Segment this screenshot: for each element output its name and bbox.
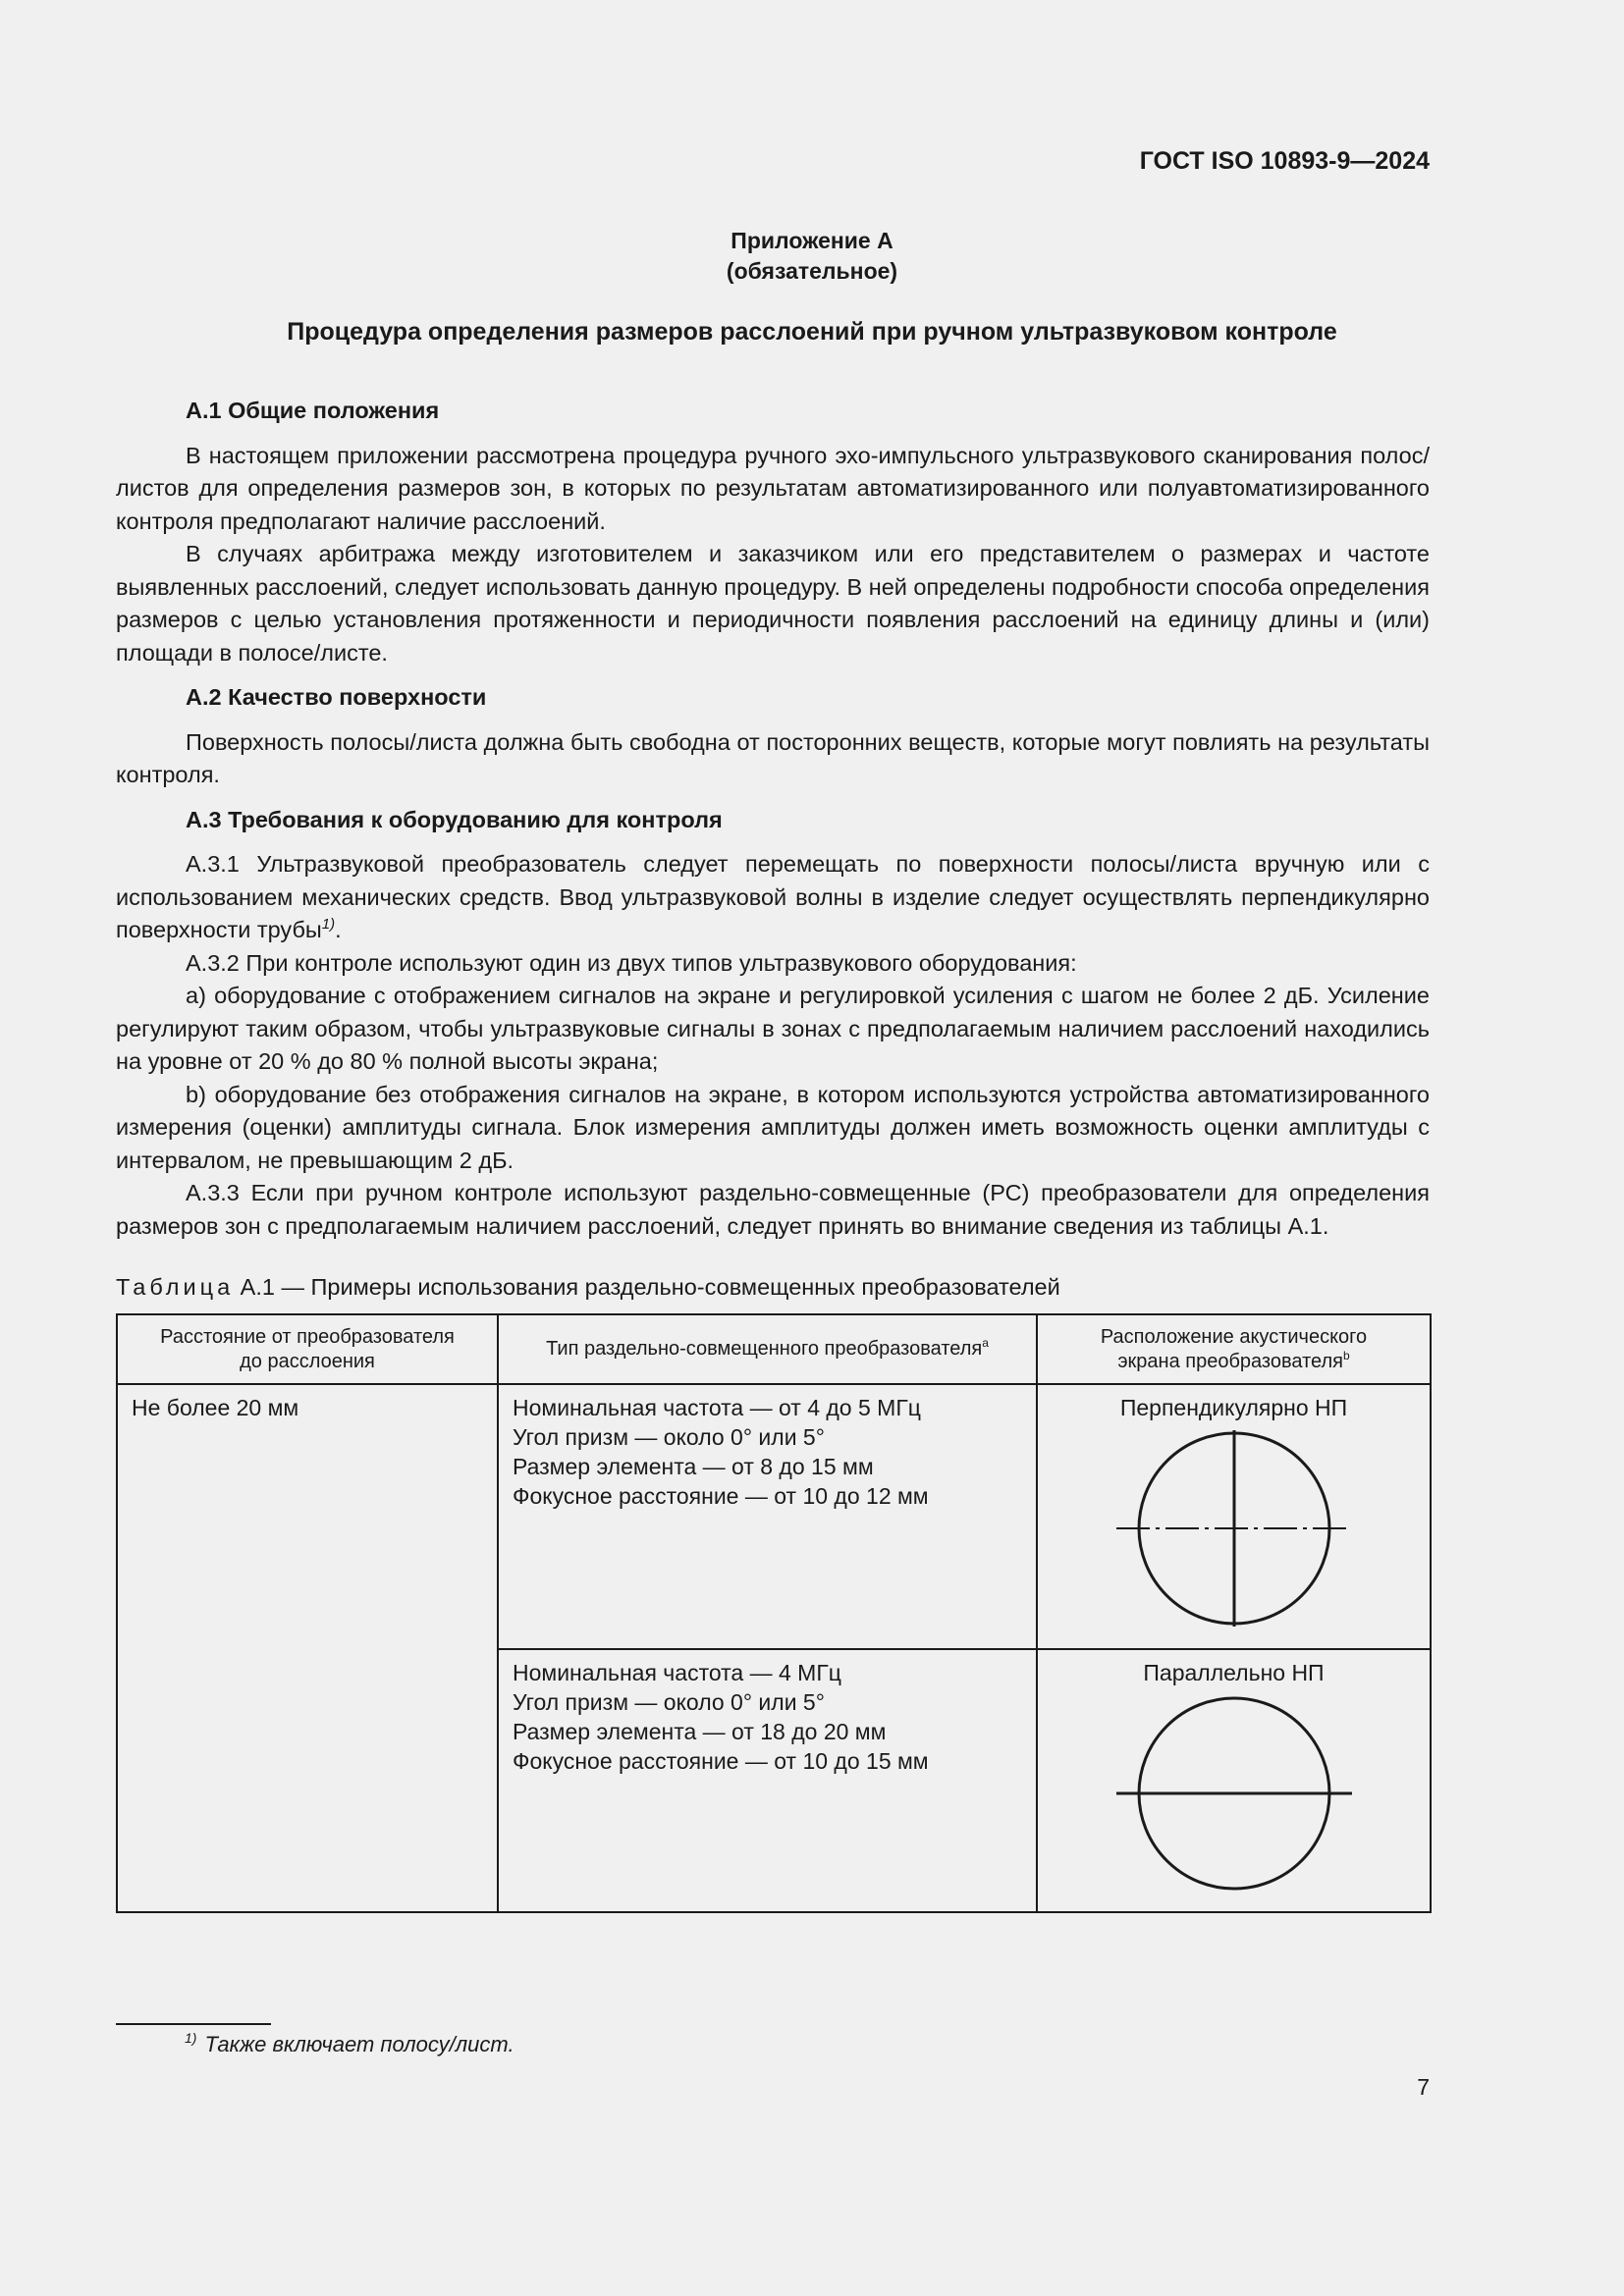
transducer-spec-cell: Номинальная частота — 4 МГц Угол призм — около 0° или 5° Размер элемента — от 18 до 20 мм Фокусное расстояние — от 10 до 15 мм [498,1649,1037,1912]
clause-a31 [116,848,1430,947]
clause-a31-end: . [335,917,342,942]
header-transducer-type: Тип раздельно-совмещенного преобразователя$^a$ [498,1314,1037,1384]
footnote-divider [116,2023,271,2025]
transducer-spec-cell: Номинальная частота — от 4 до 5 МГц Угол призм — около 0° или 5° Размер элемента — от 8 до 15 мм Фокусное расстояние — от 10 до 12 мм [498,1384,1037,1649]
table-caption-text: А.1 — Примеры использования раздельно-совмещенных преобразователей [234,1274,1060,1300]
footnote [185,2032,514,2057]
transducer-table [116,1313,1432,1913]
screen-position-label: Параллельно НП [1143,1660,1325,1685]
annex-title-block [0,226,1624,287]
clause-a33: А.3.3 Если при ручном контроле используют раздельно-совмещенные (РС) преобразователи для определения размеров зон с предполагаемым наличием расслоений, следует принять во внимание сведения из таблицы А.1. [116,1180,1430,1239]
clause-a32-item-b: b) оборудование без отображения сигналов на экране, в котором используются устройства автоматизированного измерения (оценки) амплитуды сигнала. Блок измерения амплитуды должен иметь возможность оценки амплитуды с интервалом, не превышающим 2 дБ. [116,1081,1430,1173]
annex-status: (обязательное) [726,258,898,284]
clause-a32: А.3.2 При контроле используют один из двух типов ультразвукового оборудования: [186,949,1077,976]
clause-a32-item-a: a) оборудование с отображением сигналов на экране и регулировкой усиления с шагом не более 2 дБ. Усиление регулируют таким образом, чтобы ультразвуковые сигналы в зонах с предполагаемым наличием расслоений находились на уровне от 20 % до 80 % полной высоты экрана; [116,983,1430,1074]
footnote-reference: 1) [321,916,336,933]
section-a2-paragraph-1: Поверхность полосы/листа должна быть свободна от посторонних веществ, которые могут повлиять на результаты контроля. [116,728,1430,787]
header-distance: Расстояние от преобразователя до расслоения [117,1314,498,1384]
page-number: 7 [1417,2074,1430,2100]
section-a1-paragraph-1: В настоящем приложении рассмотрена процедура ручного эхо-импульсного ультразвукового сканирования полос/листов для определения размеров зон, в которых по результатам автоматизированного или полуавтоматизированного контроля предполагают наличие расслоений. [116,442,1430,534]
perpendicular-screen-icon [1116,1430,1352,1627]
clause-a31-text: А.3.1 Ультразвуковой преобразователь следует перемещать по поверхности полосы/листа вручную или с использованием механических средств. Ввод ультразвуковой волны в изделие следует осуществлять перпендикулярно поверхности трубы [116,851,1430,942]
section-a2-title: А.2 Качество поверхности [186,684,487,710]
table-header-row [117,1314,1431,1384]
section-a1-paragraph-2: В случаях арбитража между изготовителем и заказчиком или его представителем о размерах и частоте выявленных расслоений, следует использовать данную процедуру. В ней определены подробности способа определения размеров с целью установления протяженности и периодичности появления расслоений на единицу длины и (или) площади в полосе/листе. [116,541,1430,666]
distance-cell: Не более 20 мм [117,1384,498,1912]
annex-title: Приложение А [731,228,893,253]
table-caption [116,1274,1060,1301]
screen-position-cell [1037,1384,1431,1649]
header-screen-position: Расположение акустического экрана преобразователя$^b$ [1037,1314,1431,1384]
screen-position-label: Перпендикулярно НП [1119,1395,1348,1420]
footnote-text: Также включает полосу/лист. [204,2032,514,2056]
annex-heading: Процедура определения размеров расслоений при ручном ультразвуковом контроле [287,318,1337,346]
section-a3-title: А.3 Требования к оборудованию для контроля [186,806,723,832]
table-caption-label: Таблица [116,1274,235,1300]
body-text [116,395,1430,1243]
table-row [117,1384,1431,1649]
section-a1-title: А.1 Общие положения [186,398,440,423]
screen-position-cell [1037,1649,1431,1912]
standard-designation: ГОСТ ISO 10893-9—2024 [1139,147,1430,175]
parallel-screen-icon [1116,1695,1352,1892]
footnote-mark: 1) [185,2030,197,2046]
